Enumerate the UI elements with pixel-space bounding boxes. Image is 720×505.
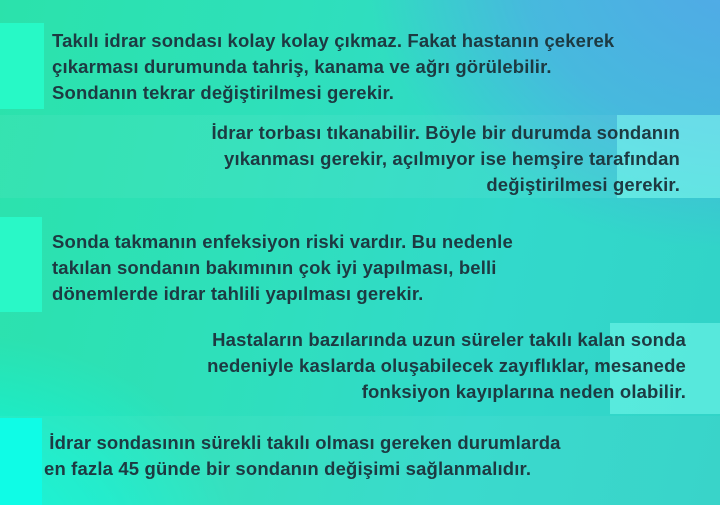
paragraph-line: en fazla 45 günde bir sondanın değişimi sağlanmalıdır. [44, 458, 532, 479]
paragraph-infection-risk [52, 229, 513, 307]
paragraph-urine-bag-blockage [212, 120, 680, 198]
paragraph-line: takılan sondanın bakımının çok iyi yapılması, belli [52, 257, 497, 278]
paragraph-line: nedeniyle kaslarda oluşabilecek zayıflıklar, mesanede [207, 355, 686, 376]
paragraph-muscle-weakness-risk [207, 327, 686, 405]
paragraph-line: İdrar sondasının sürekli takılı olması gereken durumlarda [44, 432, 561, 453]
paragraph-line: değiştirilmesi gerekir. [486, 174, 680, 195]
paragraph-replacement-interval [44, 430, 561, 482]
paragraph-line: Hastaların bazılarında uzun süreler takılı kalan sonda [212, 329, 686, 350]
accent-block-middle-left [0, 217, 42, 312]
accent-block-top-left [0, 23, 44, 109]
paragraph-line: İdrar torbası tıkanabilir. Böyle bir durumda sondanın [211, 122, 680, 143]
paragraph-catheter-removal-warning [52, 28, 614, 106]
paragraph-line: Takılı idrar sondası kolay kolay çıkmaz. Fakat hastanın çekerek [52, 30, 615, 51]
paragraph-line: Sonda takmanın enfeksiyon riski vardır. Bu nedenle [52, 231, 513, 252]
paragraph-line: fonksiyon kayıplarına neden olabilir. [361, 381, 686, 402]
paragraph-line: Sondanın tekrar değiştirilmesi gerekir. [52, 82, 395, 103]
paragraph-line: dönemlerde idrar tahlili yapılması gerekir. [52, 283, 424, 304]
paragraph-line: çıkarması durumunda tahriş, kanama ve ağrı görülebilir. [52, 56, 552, 77]
paragraph-line: yıkanması gerekir, açılmıyor ise hemşire tarafından [224, 148, 680, 169]
accent-block-bottom-left [0, 418, 42, 505]
